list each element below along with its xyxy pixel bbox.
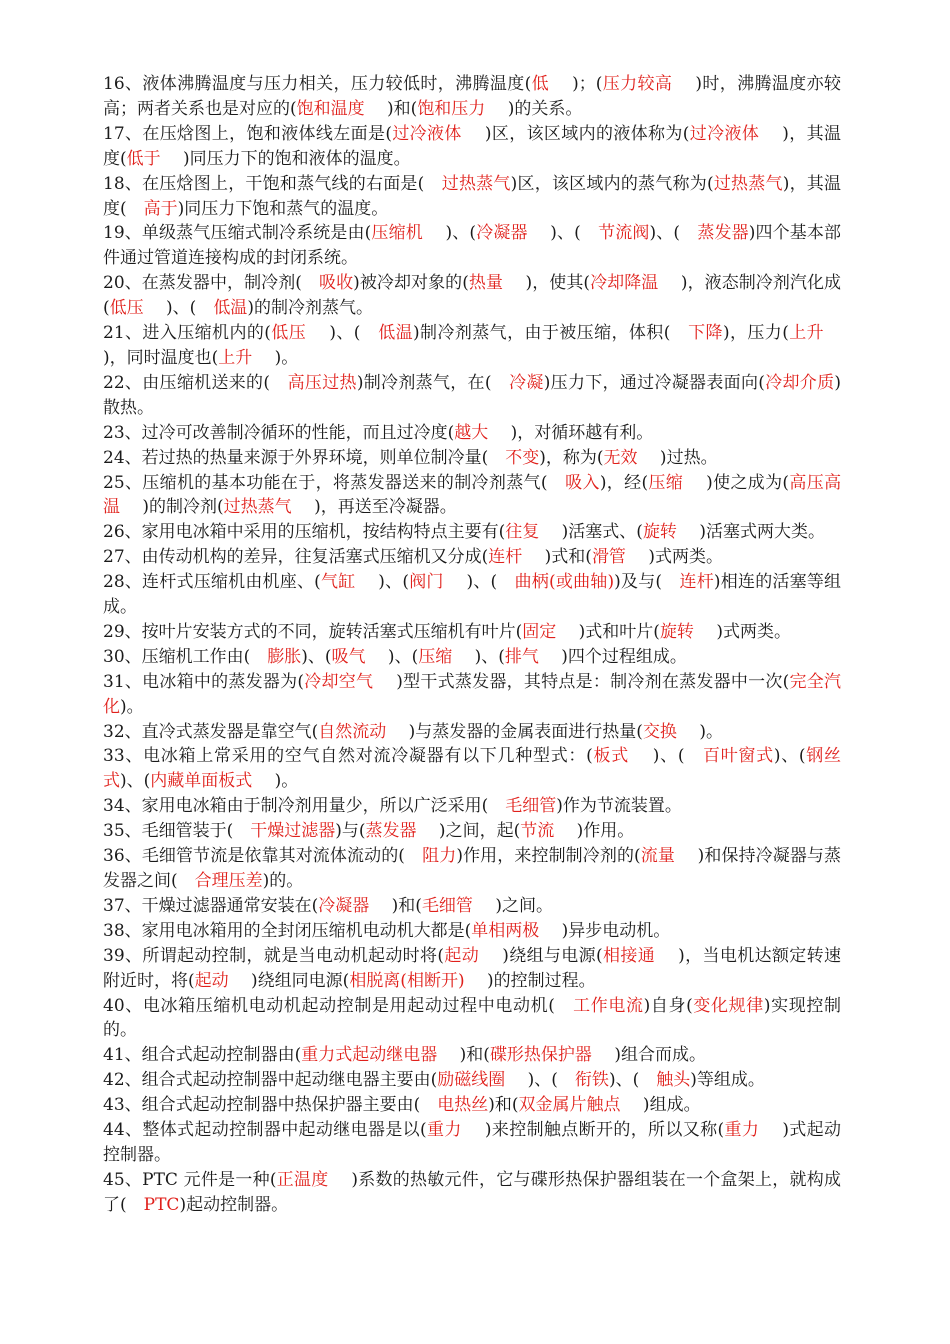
answer-text: 冷却降温 bbox=[590, 273, 659, 294]
question-item bbox=[103, 271, 841, 321]
answer-text: 压缩 bbox=[418, 646, 453, 667]
question-text: )被冷却对象的( bbox=[353, 273, 469, 294]
answer-text: 上升 bbox=[788, 323, 825, 344]
question-text: 24、若过热的热量来源于外界环境，则单位制冷量( bbox=[103, 447, 506, 468]
answer-text: 旋转 bbox=[642, 522, 677, 543]
question-text: 19、单级蒸气压缩式制冷系统是由( bbox=[103, 223, 372, 244]
question-text: )式两类。 bbox=[693, 621, 791, 642]
question-item bbox=[103, 1168, 841, 1218]
question-text: )与( bbox=[335, 821, 366, 842]
answer-text: 过冷液体 bbox=[391, 123, 462, 144]
question-text: )、( bbox=[306, 323, 379, 344]
question-text: )、( bbox=[527, 223, 599, 244]
question-item bbox=[103, 620, 841, 645]
question-item bbox=[103, 844, 841, 894]
question-text: )作为节流装置。 bbox=[556, 796, 682, 817]
question-text: 34、家用电冰箱由于制冷剂用量少，所以广泛采用( bbox=[103, 796, 506, 817]
question-text: )。 bbox=[252, 771, 299, 792]
question-text: 45、PTC 元件是一种( bbox=[103, 1169, 277, 1190]
question-item bbox=[103, 744, 841, 794]
question-text: )相连的活塞等组成。 bbox=[103, 572, 842, 618]
question-text: )和保持冷凝器与蒸发器之间( bbox=[103, 846, 842, 891]
question-item bbox=[103, 670, 841, 720]
answer-text: 钢丝式 bbox=[103, 746, 842, 792]
answer-text: 工作电流 bbox=[573, 995, 644, 1016]
answer-text: 蒸发器 bbox=[365, 821, 417, 842]
question-text: )四个基本部件通过管道连接构成的封闭系统。 bbox=[103, 223, 842, 269]
answer-text: 吸入 bbox=[565, 472, 600, 493]
question-text: )的制冷剂( bbox=[120, 497, 224, 518]
question-text: )，压力( bbox=[722, 323, 789, 344]
answer-text: 高压过热 bbox=[287, 372, 357, 393]
question-text: )和( bbox=[364, 98, 418, 119]
question-text: )、( bbox=[443, 572, 515, 593]
question-item bbox=[103, 819, 841, 844]
answer-text: 电热丝 bbox=[437, 1095, 489, 1116]
question-item bbox=[103, 221, 841, 271]
answer-text: 下降 bbox=[688, 323, 723, 344]
answer-text: 低压 bbox=[109, 298, 144, 319]
question-text: )，当电机达额定转速附近时，将( bbox=[103, 945, 842, 991]
question-item bbox=[103, 919, 841, 944]
answer-text: 无效 bbox=[603, 447, 638, 468]
question-text: )。 bbox=[120, 696, 144, 717]
question-item bbox=[103, 894, 841, 919]
question-item bbox=[103, 371, 841, 421]
answer-text: 流量 bbox=[640, 846, 675, 867]
question-item bbox=[103, 1043, 841, 1068]
question-text: )，使其( bbox=[503, 273, 591, 294]
answer-text: PTC bbox=[143, 1194, 180, 1215]
question-item bbox=[103, 421, 841, 446]
answer-text: 毛细管 bbox=[421, 895, 473, 916]
answer-text: 滑管 bbox=[591, 547, 626, 568]
question-text: )、( bbox=[422, 223, 477, 244]
question-text: )式和( bbox=[522, 547, 592, 568]
answer-text: 完全汽化 bbox=[103, 671, 842, 717]
answer-text: 低温 bbox=[213, 298, 248, 319]
answer-text: 排气 bbox=[504, 646, 539, 667]
question-item bbox=[103, 1068, 841, 1093]
question-text: )的控制过程。 bbox=[464, 970, 596, 991]
answer-text: 吸收 bbox=[319, 273, 354, 294]
question-item bbox=[103, 520, 841, 545]
question-text: 16、液体沸腾温度与压力相关，压力较低时，沸腾温度( bbox=[103, 74, 532, 94]
answer-text: 饱和温度 bbox=[296, 98, 365, 119]
answer-text: 交换 bbox=[642, 721, 677, 742]
question-text: )、( bbox=[143, 298, 214, 319]
answer-text: 饱和压力 bbox=[417, 98, 486, 119]
question-text: 43、组合式起动控制器中热保护器主要由( bbox=[103, 1095, 438, 1116]
question-text: 30、压缩机工作由( bbox=[103, 646, 268, 667]
answer-text: 低温 bbox=[378, 323, 414, 344]
answer-text: 重力 bbox=[426, 1120, 462, 1141]
answer-text: 低 bbox=[531, 74, 549, 94]
question-text: 25、压缩机的基本功能在于，将蒸发器送来的制冷剂蒸气( bbox=[103, 472, 566, 493]
answer-text: 内藏单面板式 bbox=[150, 771, 253, 792]
question-text: 33、电冰箱上常采用的空气自然对流冷凝器有以下几种型式：( bbox=[103, 746, 593, 767]
question-text: 29、按叶片安装方式的不同，旋转活塞式压缩机有叶片( bbox=[103, 621, 523, 642]
question-text: )和( bbox=[437, 1045, 490, 1066]
answer-text: 低压 bbox=[270, 323, 307, 344]
question-item bbox=[103, 471, 841, 521]
question-text: )活塞式两大类。 bbox=[676, 522, 825, 543]
question-text: )式和叶片( bbox=[556, 621, 660, 642]
answer-text: 合理压差 bbox=[194, 871, 263, 891]
question-text: )异步电动机。 bbox=[539, 920, 671, 941]
answer-text: 正温度 bbox=[276, 1169, 329, 1190]
answer-text: 变化规律 bbox=[692, 995, 764, 1016]
answer-text: 压力较高 bbox=[602, 74, 673, 94]
answer-text: 重力 bbox=[724, 1120, 760, 1141]
answer-text: 蒸发器 bbox=[697, 223, 749, 244]
question-text: )，经( bbox=[599, 472, 649, 493]
question-text: 44、整体式起动控制器中起动继电器是以( bbox=[103, 1120, 427, 1141]
question-item bbox=[103, 1118, 841, 1168]
question-item bbox=[103, 994, 841, 1044]
answer-text: 起动 bbox=[444, 945, 480, 966]
question-text: )使之成为( bbox=[683, 472, 790, 493]
question-item bbox=[103, 794, 841, 819]
question-text: )、( bbox=[355, 572, 409, 593]
answer-text: 碟形热保护器 bbox=[489, 1045, 592, 1066]
question-text: 40、电冰箱压缩机电动机起动控制是用起动过程中电动机( bbox=[103, 995, 574, 1016]
question-text: )，称为( bbox=[539, 447, 604, 468]
question-text: )时，沸腾温度亦较高；两者关系也是对应的( bbox=[103, 74, 842, 119]
answer-text: 冷凝器 bbox=[476, 223, 528, 244]
answer-text: 节流阀 bbox=[598, 223, 650, 244]
question-text: 28、连杆式压缩机由机座、( bbox=[103, 572, 321, 593]
answer-text: 单相两极 bbox=[471, 920, 540, 941]
question-text: )之间。 bbox=[472, 895, 553, 916]
question-text: )，液态制冷剂汽化成( bbox=[103, 273, 842, 319]
question-text: )四个过程组成。 bbox=[538, 646, 687, 667]
question-text: )的关系。 bbox=[485, 98, 583, 119]
question-text: )同压力下的饱和液体的温度。 bbox=[160, 148, 411, 169]
question-text: )的。 bbox=[262, 871, 304, 891]
question-text: 39、所谓起动控制，就是当电动机起动时将( bbox=[103, 945, 445, 966]
question-text: )区，该区域内的蒸气称为( bbox=[510, 173, 714, 194]
question-text: )，对循环越有利。 bbox=[488, 422, 654, 443]
answer-text: 干燥过滤器 bbox=[250, 821, 336, 842]
question-text: )绕组与电源( bbox=[479, 945, 603, 966]
question-text: )，再送至冷凝器。 bbox=[291, 497, 457, 518]
question-text: 17、在压焓图上，饱和液体线左面是( bbox=[103, 123, 392, 144]
answer-text: 连杆 bbox=[679, 572, 714, 593]
answer-text: 衔铁 bbox=[574, 1070, 609, 1091]
answer-text: 板式 bbox=[592, 746, 629, 767]
question-item bbox=[103, 446, 841, 471]
question-text: )型干式蒸发器，其特点是：制冷剂在蒸发器中一次( bbox=[373, 671, 790, 692]
question-text: )、( bbox=[628, 746, 703, 767]
question-text: )压力下，通过冷凝器表面向( bbox=[543, 372, 765, 393]
question-text: 27、由传动机构的差异，往复活塞式压缩机又分成( bbox=[103, 547, 489, 568]
question-text: )与蒸发器的金属表面进行热量( bbox=[386, 721, 643, 742]
answer-text: 压缩机 bbox=[371, 223, 423, 244]
question-text: )，其温度( bbox=[103, 173, 842, 219]
answer-text: 相接通 bbox=[602, 945, 656, 966]
question-text: 36、毛细管节流是依靠其对流体流动的( bbox=[103, 846, 423, 867]
question-text: )起动控制器。 bbox=[179, 1194, 289, 1215]
question-item bbox=[103, 72, 841, 122]
answer-text: 热量 bbox=[468, 273, 504, 294]
question-text: )、( bbox=[301, 646, 332, 667]
question-text: )组合而成。 bbox=[591, 1045, 706, 1066]
question-text: 41、组合式起动控制器由( bbox=[103, 1045, 302, 1066]
answer-text: 起动 bbox=[194, 970, 229, 991]
answer-text: 阻力 bbox=[422, 846, 457, 867]
question-text: 35、毛细管装于( bbox=[103, 821, 251, 842]
answer-text: 高压高温 bbox=[103, 472, 842, 518]
answer-text: 过热蒸气 bbox=[223, 497, 292, 518]
answer-text: 节流 bbox=[520, 821, 555, 842]
answer-text: 曲柄(或曲轴) bbox=[514, 572, 615, 593]
question-text: )制冷剂蒸气，在( bbox=[356, 372, 510, 393]
answer-text: 低于 bbox=[126, 148, 161, 169]
question-text: 23、过冷可改善制冷循环的性能，而且过冷度( bbox=[103, 422, 455, 443]
answer-text: 冷却介质 bbox=[764, 372, 835, 393]
answer-text: 阀门 bbox=[409, 572, 444, 593]
answer-text: 重力式起动继电器 bbox=[301, 1045, 438, 1066]
question-text: )和( bbox=[369, 895, 422, 916]
question-text: )作用，来控制制冷剂的( bbox=[456, 846, 641, 867]
answer-text: 越大 bbox=[454, 422, 489, 443]
answer-text: 上升 bbox=[218, 347, 253, 368]
question-item bbox=[103, 122, 841, 172]
question-item bbox=[103, 645, 841, 670]
answer-text: 过热蒸气 bbox=[441, 173, 511, 194]
question-text: )、( bbox=[773, 746, 806, 767]
answer-text: 相脱离(相断开) bbox=[349, 970, 465, 991]
question-text: )组成。 bbox=[620, 1095, 701, 1116]
answer-text: 双金属片触点 bbox=[518, 1095, 621, 1116]
question-text: 18、在压焓图上，干饱和蒸气线的右面是( bbox=[103, 173, 442, 194]
answer-text: 吸气 bbox=[331, 646, 366, 667]
answer-text: 冷凝器 bbox=[318, 895, 370, 916]
question-text: )，其温度( bbox=[103, 123, 842, 169]
question-text: )、( bbox=[365, 646, 419, 667]
answer-text: 高于 bbox=[143, 198, 178, 219]
document-body bbox=[103, 72, 841, 1218]
answer-text: 膨胀 bbox=[267, 646, 302, 667]
question-text: )散热。 bbox=[103, 372, 842, 418]
answer-text: 过冷液体 bbox=[689, 123, 760, 144]
question-text: 26、家用电冰箱中采用的压缩机，按结构特点主要有( bbox=[103, 522, 506, 543]
question-text: )来控制触点断开的，所以又称( bbox=[461, 1120, 725, 1141]
question-item bbox=[103, 570, 841, 620]
question-item bbox=[103, 321, 841, 371]
answer-text: 气缸 bbox=[320, 572, 356, 593]
question-text: )式两类。 bbox=[625, 547, 723, 568]
answer-text: 过热蒸气 bbox=[713, 173, 783, 194]
question-text: 20、在蒸发器中，制冷剂( bbox=[103, 273, 320, 294]
question-text: )。 bbox=[252, 347, 299, 368]
question-text: )区，该区域内的液体称为( bbox=[461, 123, 690, 144]
answer-text: 旋转 bbox=[659, 621, 694, 642]
question-text: )及与( bbox=[614, 572, 680, 593]
question-text: )实现控制的。 bbox=[103, 995, 842, 1041]
question-item bbox=[103, 545, 841, 570]
answer-text: 固定 bbox=[522, 621, 557, 642]
question-text: )、( bbox=[649, 223, 698, 244]
question-text: )，同时温度也( bbox=[103, 323, 842, 368]
answer-text: 励磁线圈 bbox=[437, 1070, 506, 1091]
question-text: )制冷剂蒸气，由于被压缩，体积( bbox=[413, 323, 689, 344]
question-text: )系数的热敏元件，它与碟形热保护器组装在一个盒架上，就构成了( bbox=[103, 1169, 841, 1215]
question-text: 31、电冰箱中的蒸发器为( bbox=[103, 671, 305, 692]
answer-text: 毛细管 bbox=[505, 796, 557, 817]
question-text: )、( bbox=[120, 771, 151, 792]
question-item bbox=[103, 1093, 841, 1118]
answer-text: 百叶窗式 bbox=[702, 746, 774, 767]
question-text: )式起动控制器。 bbox=[103, 1120, 842, 1165]
answer-text: 触头 bbox=[656, 1070, 691, 1091]
question-text: )同压力下饱和蒸气的温度。 bbox=[177, 198, 389, 219]
question-text: 32、直冷式蒸发器是靠空气( bbox=[103, 721, 319, 742]
question-text: )活塞式、( bbox=[539, 522, 643, 543]
question-text: 21、进入压缩机内的( bbox=[103, 323, 271, 344]
question-text: )作用。 bbox=[554, 821, 635, 842]
question-text: )、( bbox=[505, 1070, 575, 1091]
answer-text: 不变 bbox=[505, 447, 540, 468]
answer-text: 自然流动 bbox=[318, 721, 387, 742]
question-text: 22、由压缩机送来的( bbox=[103, 372, 288, 393]
question-item bbox=[103, 720, 841, 745]
question-text: 37、干燥过滤器通常安装在( bbox=[103, 895, 319, 916]
question-text: 38、家用电冰箱用的全封闭压缩机电动机大都是( bbox=[103, 920, 472, 941]
question-text: 42、组合式起动控制器中起动继电器主要由( bbox=[103, 1070, 438, 1091]
question-text: )。 bbox=[676, 721, 723, 742]
answer-text: 连杆 bbox=[488, 547, 523, 568]
question-text: )之间，起( bbox=[416, 821, 521, 842]
answer-text: 压缩 bbox=[648, 472, 684, 493]
question-text: )等组成。 bbox=[690, 1070, 765, 1091]
question-text: )；( bbox=[548, 74, 603, 94]
answer-text: 往复 bbox=[505, 522, 540, 543]
question-text: )、( bbox=[452, 646, 505, 667]
answer-text: 冷却空气 bbox=[304, 671, 374, 692]
question-text: )和( bbox=[488, 1095, 519, 1116]
question-text: )、( bbox=[608, 1070, 657, 1091]
answer-text: 冷凝 bbox=[509, 372, 544, 393]
question-text: )的制冷剂蒸气。 bbox=[247, 298, 373, 319]
question-text: )自身( bbox=[643, 995, 693, 1016]
question-text: )绕组同电源( bbox=[228, 970, 350, 991]
question-text: )过热。 bbox=[637, 447, 718, 468]
question-item bbox=[103, 172, 841, 222]
question-item bbox=[103, 944, 841, 994]
